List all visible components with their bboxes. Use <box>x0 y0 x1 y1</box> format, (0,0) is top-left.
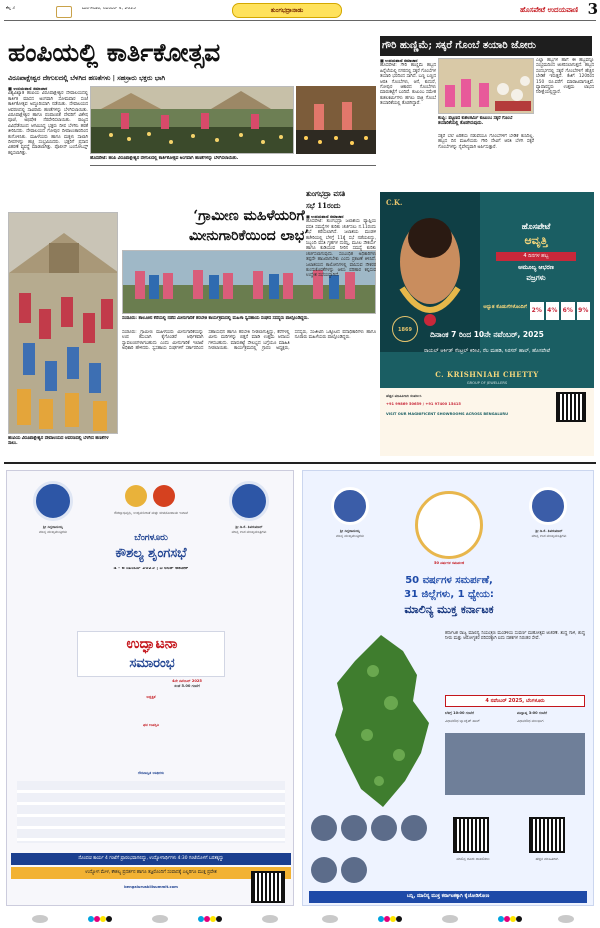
issue-date: ಮಂಗಳವಾರ, ನವೆಂಬರ್ 4, 2025 <box>82 7 136 11</box>
clean-leader-left-name: ಶ್ರೀ ಸಿದ್ದರಾಮಯ್ಯ <box>340 529 360 533</box>
print-registration-strip <box>0 910 600 928</box>
leader-left-portrait <box>33 481 73 521</box>
story4-headline-line1: ತುಂಗಭದ್ರಾ ವಸತಿ <box>306 189 346 198</box>
skill-banner-1: ನೊಂದಣಿ ಕಾರ್ಯ 4 ಗಂಟೆಗೆ ಪ್ರಾರಂಭವಾಗಲಿದ್ದು, ಉದ್ಯೋಗಾರ್ಥಿಗಳು 4:30 ಗಂಟೆಯೊಳಗೆ ಬರತಕ್ಕದ್ದು <box>11 853 291 865</box>
story3-headline-line1: ‘ಗ್ರಾಮೀಣ ಮಹಿಳೆಯರಿಗೆ <box>193 208 305 224</box>
jewellery-contact-label: ಹೆಚ್ಚಿನ ಮಾಹಿತಿಗಾಗಿ ಸಂಪರ್ಕಿಸಿ <box>386 394 422 398</box>
clean-leader-left-role: ಮಾನ್ಯ ಮುಖ್ಯಮಂತ್ರಿಗಳು <box>335 534 365 538</box>
jewellery-offer-title: ಅದ್ಭುತ ಕೊಡುಗೆಗಳೊಂದಿಗೆ <box>483 304 527 310</box>
paper-name: ಹೊಸಪೇಟೆ ಉದಯವಾಣಿ <box>520 5 578 14</box>
jewellery-qr-code <box>556 392 586 422</box>
skill-banner-2: ಉದ್ಯೋಗ ಮೇಳ, ಕೌಶಲ್ಯ ಪ್ರದರ್ಶನ ಹಾಗೂ ತಜ್ಞರೊಂದಿಗೆ ಸಂವಾದಕ್ಕೆ ಎಲ್ಲರಿಗೂ ಮುಕ್ತ ಪ್ರವೇಶ <box>11 867 291 879</box>
clean-leader-left-portrait <box>331 487 369 525</box>
golden-jubilee-seal <box>415 491 483 559</box>
official-portrait <box>311 857 337 883</box>
clean-leader-right-role: ಮಾನ್ಯ ಉಪ ಮುಖ್ಯಮಂತ್ರಿಗಳು <box>531 534 567 538</box>
story1-photo-caption: ಹೊಸಪೇಟೆ: ಹಂಪಿ ವಿರೂಪಾಕ್ಷೇಶ್ವರ ದೇಗುಲದಲ್ಲಿ ಕಾರ್ತಿಕೋತ್ಸವ ಅಂಗವಾಗಿ ಹಣತೆಗಳನ್ನು ಬೆಳಗಿಸಲಾಯಿತು. <box>90 156 239 161</box>
skill-title-2: ಕೌಶಲ್ಯ ಶೃಂಗಸಭೆ <box>115 546 187 561</box>
jewellery-phone: +91 99869 50659 / +91 97400 15415 <box>386 402 461 406</box>
story4-text <box>306 214 376 454</box>
jewellery-ad <box>380 192 594 456</box>
story1-byline: ■ ಉದಯವಾಣಿ ಸಮಾಚಾರ <box>8 86 48 91</box>
clean-qr-code-2 <box>529 817 565 853</box>
official-portrait <box>401 815 427 841</box>
skill-summit-ad <box>6 470 294 906</box>
official-portrait <box>341 815 367 841</box>
clean-venue-2: ವಿಧಾನಸೌಧ ಮುಂಭಾಗ <box>517 719 544 723</box>
jewellery-title: ಆವೃತ್ತಿ <box>524 234 548 247</box>
clean-time-2: ಮಧ್ಯಾಹ್ನ 3:00 ಗಂಟೆಗೆ <box>517 711 548 715</box>
skill-inaug-2: ಸಮಾರಂಭ <box>129 656 175 671</box>
section-badge: ತುಂಗಭದ್ರಾನಾಡು <box>232 3 342 18</box>
story4-byline: ■ ಉದಯವಾಣಿ ಸಮಾಚಾರ <box>306 214 344 219</box>
clean-venue-1: ವಿಧಾನಸೌಧ ಬ್ಯಾಂಕ್ವೆಟ್ ಹಾಲ್ <box>445 719 480 723</box>
clean-leader-right-portrait <box>529 487 567 525</box>
story2-photo-caption: ಕಂಪ್ಲಿ: ಪಟ್ಟಣದ ಕುಶಲಕರ್ಮಿ ಕುಟುಂಬ ಸಕ್ಕರೆ ಗೊಂಬೆ ತಯಾರಿಕೆಯಲ್ಲಿ ತೊಡಗಿರುವುದು. <box>438 116 513 127</box>
jewellery-company: C. KRISHNIAH CHETTY <box>435 370 539 379</box>
jewellery-footer: VISIT OUR MAGNIFICENT SHOWROOMS ACROSS BENGALURU <box>386 412 509 416</box>
story2-body2: ಸಕ್ಕರೆ ಬೆಲೆ ಏರಿಕೆಯ ನಡುವೆಯೂ ಗೊಂಬೆಗಳಿಗೆ ಬೇಡಿಕೆ ಕುಸಿದಿಲ್ಲ. ಹಬ್ಬದ ದಿನ ಮಹಿಳೆಯರು ಗೌರಿ ದೇವಿಗೆ ಆರತಿ ಬೆಳಗಿ ಸಕ್ಕರೆ ಗೊಂಬೆಗಳನ್ನು ನೈವೇದ್ಯವಾಗಿ ಅರ್ಪಿಸುತ್ತಾರೆ. <box>438 134 534 150</box>
skill-qr-code <box>251 871 285 903</box>
skill-guests: ಗೌರವಾನ್ವಿತ ಅತಿಥಿಗಳು <box>137 771 165 775</box>
offer-badge: 6% <box>561 302 575 320</box>
skill-leader-right-name: ಶ್ರೀ ಡಿ.ಕೆ. ಶಿವಕುಮಾರ್ <box>235 525 263 529</box>
jewellery-date-line: ದಿನಾಂಕ 7 ರಿಂದ 10ನೇ ನವೆಂಬರ್, 2025 <box>430 330 544 339</box>
skill-inaug-date: 4ನೇ ನವೆಂಬರ್ 2025 <box>172 679 202 683</box>
jewellery-city: ಹೊಸಪೇಟೆ <box>521 222 551 231</box>
page-separator <box>4 462 596 464</box>
jewellery-tagline-3: ವಜ್ರಗಳು <box>526 274 546 282</box>
clean-head-2: 31 ಜಿಲ್ಲೆಗಳು, 1 ಧ್ಯೇಯ: <box>404 589 494 600</box>
offer-badge: 4% <box>546 302 560 320</box>
clean-head-1: 50 ವರ್ಷಗಳ ಸಮರ್ಪಣೆ, <box>405 575 493 586</box>
clean-head-3: ಮಾಲಿನ್ಯ ಮುಕ್ತ ಕರ್ನಾಟಕ <box>404 603 494 616</box>
skill-title-1: ಬೆಂಗಳೂರು <box>134 533 168 543</box>
offer-badge: 2% <box>530 302 544 320</box>
page-tag: ಕೆಲ್ನ 3 <box>6 6 15 10</box>
dept-logo-icon <box>153 485 175 507</box>
state-emblem-icon <box>125 485 147 507</box>
emblem-icon <box>56 6 72 18</box>
offer-badge: 9% <box>577 302 591 320</box>
skill-chief-guest: ಘನ ಉಪಸ್ಥಿತಿ <box>143 723 159 727</box>
skill-leader-right-role: ಮಾನ್ಯ ಉಪ ಮುಖ್ಯಮಂತ್ರಿಗಳು <box>231 530 267 534</box>
jewellery-brand-logo: C.K. <box>386 198 403 207</box>
skill-leader-left-name: ಶ್ರೀ ಸಿದ್ದರಾಮಯ್ಯ <box>43 525 63 529</box>
clean-intro: ಕರ್ನಾಟಕ ರಾಜ್ಯ ಮಾಲಿನ್ಯ ನಿಯಂತ್ರಣ ಮಂಡಳಿಯ ಸುವರ್ಣ ಮಹೋತ್ಸವ ಆಚರಣೆ. ಶುದ್ಧ ಗಾಳಿ, ಶುದ್ಧ ನೀರು ಮತ್ತು ಆರೋಗ್ಯಕರ ಪರಿಸರಕ್ಕಾಗಿ ಐದು ದಶಕಗಳ ನಿರಂತರ ಸೇವೆ. <box>445 631 585 642</box>
clean-badge: 50 ವರ್ಷಗಳ ಸಮರ್ಪಣೆ <box>433 561 465 565</box>
clean-event-date: 4 ನವೆಂಬರ್ 2025, ಬೆಂಗಳೂರು <box>445 695 585 707</box>
skill-leader-left-role: ಮಾನ್ಯ ಮುಖ್ಯಮಂತ್ರಿಗಳು <box>38 530 68 534</box>
official-portrait <box>311 815 337 841</box>
jewellery-company-sub: GROUP OF JEWELLERS <box>466 381 508 385</box>
skill-guest-list <box>17 781 285 843</box>
masthead <box>0 0 600 30</box>
clean-karnataka-ad <box>302 470 594 906</box>
jewellery-est-badge: 1869 <box>392 316 418 342</box>
story1-subhead: ವಿರೂಪಾಕ್ಷೇಶ್ವರ ದೇಗುಲದಲ್ಲಿ ಬೆಳಗಿದ ಹಣತೆಗಳು | ಸಹಸ್ರಾರು ಭಕ್ತರು ಭಾಗಿ <box>8 74 166 82</box>
story1-headline: ಹಂಪಿಯಲ್ಲಿ ಕಾರ್ತಿಕೋತ್ಸವ <box>8 38 221 67</box>
skill-presided: ಅಧ್ಯಕ್ಷತೆ <box>146 695 156 699</box>
clean-bottom-note: ಬನ್ನಿ, ಮಾಲಿನ್ಯ ಮುಕ್ತ ಕರ್ನಾಟಕಕ್ಕಾಗಿ ಕೈಜೋಡಿಸೋಣ <box>309 891 587 903</box>
skill-website: bengaluruskillsummit.com <box>124 885 178 889</box>
skill-inaug-time: ಸಂಜೆ 5.00 ಗಂಟೆಗೆ <box>174 684 200 688</box>
clean-time-1: ಬೆಳಿಗ್ಗೆ 10:00 ಗಂಟೆಗೆ <box>445 711 474 715</box>
story1-left-caption: ಹಂಪಿಯ ವಿರೂಪಾಕ್ಷೇಶ್ವರ ದೇವಾಲಯದ ಆವರಣದಲ್ಲಿ ಬೆಳಗಿದ ಹಣತೆಗಳ ಸಾಲು. <box>8 436 109 447</box>
skill-inaug-1: ಉದ್ಘಾಟನಾ <box>126 636 178 652</box>
story1-body: ವಿಶ್ವವಿಖ್ಯಾತ ಹಂಪಿಯ ವಿರೂಪಾಕ್ಷೇಶ್ವರ ದೇವಾಲಯದಲ್ಲಿ ಕಾರ್ತಿಕ ಮಾಸದ ಅಂಗವಾಗಿ ಸೋಮವಾರ ಸಂಜೆ ಕಾರ್ತಿಕೋತ್ಸವ ಅದ್ದೂರಿಯಾಗಿ ನಡೆಯಿತು. ದೇವಾಲಯದ ಆವರಣದಲ್ಲಿ ಸಾವಿರಾರು ಹಣತೆಗಳನ್ನು ಬೆಳಗಿಸಲಾಯಿತು. ವಿರೂಪಾಕ್ಷೇಶ್ವರ ಹಾಗೂ ಪಂಪಾಂಬಿಕೆ ದೇವರಿಗೆ ವಿಶೇಷ ಪೂಜೆ, ಅಭಿಷೇಕ ನೆರವೇರಿಸಲಾಯಿತು. ರಾಜ್ಯದ ವಿವಿಧೆಡೆಯಿಂದ ಆಗಮಿಸಿದ್ದ ಭಕ್ತರು ದೀಪ ಬೆಳಗಿಸಿ ಹರಕೆ ತೀರಿಸಿದರು. ದೇವಾಲಯದ ಗೋಪುರ ದೀಪಾಲಂಕಾರದಿಂದ ಕಂಗೊಳಿಸಿತು. ಮಹಿಳೆಯರು ಹಾಗೂ ಮಕ್ಕಳು ಸಾಲಾಗಿ ದೀಪಗಳನ್ನು ಹಚ್ಚಿ ಸಂಭ್ರಮಿಸಿದರು. ಭಕ್ತರಿಗೆ ಪ್ರಸಾದ ವಿತರಣೆ ವ್ಯವಸ್ಥೆ ಮಾಡಲಾಗಿತ್ತು. ಪೊಲೀಸ್ ಬಂದೋಬಸ್ತ್ ಕಲ್ಪಿಸಲಾಗಿತ್ತು. <box>8 91 88 156</box>
jewellery-tagline-2: ಅಮೂಲ್ಯ ಆಭರಣ <box>518 264 554 271</box>
masthead-rule <box>4 20 596 21</box>
clean-qr-note-1: ಮಾಲಿನ್ಯ ದೂರು ದಾಖಲಿಸಲು <box>456 857 490 861</box>
karnataka-map <box>321 631 441 811</box>
story2-body: ಹೊಸಪೇಟೆ: ಗೌರಿ ಹುಣ್ಣಿಮೆ ಹಬ್ಬದ ಹಿನ್ನೆಲೆಯಲ್ಲಿ ನಗರದಲ್ಲಿ ಸಕ್ಕರೆ ಗೊಂಬೆಗಳ ತಯಾರಿ ಭರದಿಂದ ಸಾಗಿದೆ. ಬಣ್ಣ ಬಣ್ಣದ ಆರತಿ ಗೊಂಬೆಗಳು, ಆನೆ, ಕುದುರೆ, ಗೋಪುರ ಆಕಾರದ ಗೊಂಬೆಗಳು ಮಾರುಕಟ್ಟೆಗೆ ಬಂದಿವೆ. ಕುಟುಂಬ ಸಮೇತ ಕುಶಲಕರ್ಮಿಗಳು ಹಗಲು ರಾತ್ರಿ ಗೊಂಬೆ ತಯಾರಿಕೆಯಲ್ಲಿ ತೊಡಗಿದ್ದಾರೆ. <box>380 63 436 107</box>
story4-headline-line2: ಸಭೆ 11ರಂದು <box>306 201 341 210</box>
story2-text-column <box>380 58 436 186</box>
story3-photo-caption: ಸಂಡೂರು: ತಾಲೂಕಿನ ಕೆರೆಯಲ್ಲಿ ನಡೆದ ಮೀನುಗಾರಿಕೆ ತರಬೇತಿ ಕಾರ್ಯಕ್ರಮದಲ್ಲಿ ಮಹಿಳಾ ಸ್ವಸಹಾಯ ಸಂಘದ ಸದಸ್ಯರು ಪಾಲ್ಗೊಂಡಿದ್ದರು. <box>122 316 309 321</box>
clean-officials <box>311 815 431 895</box>
clean-leader-right-name: ಶ್ರೀ ಡಿ.ಕೆ. ಶಿವಕುಮಾರ್ <box>535 529 563 533</box>
story1-photo <box>90 86 294 154</box>
skill-dept: ಕೌಶಲ್ಯಾಭಿವೃದ್ಧಿ, ಉದ್ಯಮಶೀಲತೆ ಮತ್ತು ಜೀವನೋಪಾಯ ಇಲಾಖೆ <box>114 511 188 515</box>
page-number: 3 <box>587 0 598 18</box>
official-portrait <box>341 857 367 883</box>
story3-headline-line2: ಮೀನುಗಾರಿಕೆಯಿಂದ ಲಾಭ’ <box>188 228 310 244</box>
story2-byline: ■ ಉದಯವಾಣಿ ಸಮಾಚಾರ <box>380 58 418 63</box>
story1-crowd-photo <box>8 212 118 434</box>
story1-rule <box>90 165 376 166</box>
jewellery-offers <box>530 302 590 320</box>
jewellery-venue: ರಾಯಲ್ ಆರ್ಕಿಡ್ ಸೆಂಟ್ರಲ್ ಕಿರೀಟಿ, ನೆಲ ಮಹಡಿ, ಸಿರಸನ್ ಹಾಲ್, ಹೊಸಪೇಟೆ <box>424 348 550 354</box>
official-portrait <box>371 815 397 841</box>
skill-dates: 4 - 6 ನವೆಂಬರ್ 2025 | ದಿ ಲಲಿತ್ ಅಶೋಕ್ <box>113 567 189 571</box>
story2-photo <box>438 58 534 114</box>
story4-body: ಹೊಸಪೇಟೆ: ತುಂಗಭದ್ರಾ ಜಲಾಶಯ ವ್ಯಾಪ್ತಿಯ ವಸತಿ ಸಮಸ್ಯೆಗಳ ಕುರಿತು ಚರ್ಚಿಸಲು ನ.11ರಂದು ಸಭೆ ಕರೆಯಲಾಗಿದೆ. ಜಲಾಶಯ ಮಂಡಳಿ ಕಚೇರಿಯಲ್ಲಿ ಬೆಳಗ್ಗೆ 11ಕ್ಕೆ ಸಭೆ ನಡೆಯಲಿದ್ದು, ಸಿಬ್ಬಂದಿ ವಸತಿ ಗೃಹಗಳ ದುರಸ್ತಿ, ಮೂಲ ಸೌಕರ್ಯ ಹಾಗೂ ಕುಡಿಯುವ ನೀರಿನ ಸಮಸ್ಯೆ ಕುರಿತು ಚರ್ಚಿಸಲಾಗುವುದು. ಸಂಬಂಧಿತ ಅಧಿಕಾರಿಗಳು ತಪ್ಪದೇ ಹಾಜರಾಗಬೇಕು ಎಂದು ಪ್ರಕಟಣೆ ತಿಳಿಸಿದೆ. ಜಲಾಶಯದ ಕಾಲೋನಿಗಳಲ್ಲಿ ವಾಸಿಸುವ ನೌಕರರ ಕುಂದುಕೊರತೆಗಳನ್ನು ಆಲಿಸಿ ಪರಿಹಾರ ಕಲ್ಪಿಸುವ ಉದ್ದೇಶ ಸಭೆಯದ್ದಾಗಿದೆ. <box>306 219 376 279</box>
skill-inaug-box <box>77 631 225 677</box>
clean-qr-note-2: ಹೆಚ್ಚಿನ ಮಾಹಿತಿಗಾಗಿ <box>535 857 559 861</box>
story5-body: ಎಲ್ಲಾ ಹಬ್ಬಗಳ ಹಾಗೆ ಈ ಹಬ್ಬವನ್ನೂ ಸಂಭ್ರಮದಿಂದ ಆಚರಿಸಲಾಗುತ್ತದೆ. ಹಬ್ಬದ ಸಂದರ್ಭದಲ್ಲಿ ಸಕ್ಕರೆ ಗೊಂಬೆಗಳಿಗೆ ಹೆಚ್ಚಿನ ಬೇಡಿಕೆ ಇರುತ್ತದೆ. ಕೆಜಿಗೆ 120ರಿಂದ 150 ರೂ.ವರೆಗೆ ಮಾರಾಟವಾಗುತ್ತಿವೆ. ವ್ಯಾಪಾರಸ್ಥರು ಉತ್ತಮ ಲಾಭದ ನಿರೀಕ್ಷೆಯಲ್ಲಿದ್ದಾರೆ. <box>536 58 594 96</box>
leader-right-portrait <box>229 481 269 521</box>
jewellery-tagline-1: 4 ದಿನಗಳ ಹಬ್ಬ <box>496 252 576 261</box>
story2-headline: ಗೌರಿ ಹುಣ್ಣಿಮೆ; ಸಕ್ಕರೆ ಗೊಂಬೆ ತಯಾರಿ ಜೋರು <box>382 40 536 51</box>
clean-qr-code-1 <box>453 817 489 853</box>
clean-event-photo <box>445 733 585 795</box>
story1-text-column <box>8 86 88 208</box>
story1-side-photo <box>296 86 376 154</box>
story3-body: ಸಂಡೂರು: ಗ್ರಾಮೀಣ ಮಹಿಳೆಯರು ಮೀನುಗಾರಿಕೆಯನ್ನು ಉಪ ಕಸುಬಾಗಿ ಕೈಗೊಂಡರೆ ಆರ್ಥಿಕವಾಗಿ ಸ್ವಾವಲಂಬಿಗಳಾಗಬಹುದು ಎಂದು ಮೀನುಗಾರಿಕೆ ಇಲಾಖೆ ಅಧಿಕಾರಿ ಹೇಳಿದರು. ಸ್ವಸಹಾಯ ಸಂಘಗಳಿಗೆ ಸರ್ಕಾರದಿಂದ ಸಹಾಯಧನ ಹಾಗೂ ತರಬೇತಿ ನೀಡಲಾಗುತ್ತಿದ್ದು, ಕೆರೆಗಳಲ್ಲಿ ಮೀನು ಮರಿಗಳನ್ನು ಬಿತ್ತನೆ ಮಾಡಿ ಉತ್ತಮ ಆದಾಯ ಗಳಿಸಬಹುದು. ಮಾರುಕಟ್ಟೆ ಸೌಲಭ್ಯದ ಬಗ್ಗೆಯೂ ಮಾಹಿತಿ ನೀಡಲಾಯಿತು. ಕಾರ್ಯಕ್ರಮದಲ್ಲಿ ಗ್ರಾಪಂ ಅಧ್ಯಕ್ಷರು, ಸದಸ್ಯರು, ಸಂಜೀವಿನಿ ಒಕ್ಕೂಟದ ಪದಾಧಿಕಾರಿಗಳು ಹಾಗೂ ನೂರಾರು ಮಹಿಳೆಯರು ಪಾಲ್ಗೊಂಡಿದ್ದರು. <box>122 330 376 352</box>
